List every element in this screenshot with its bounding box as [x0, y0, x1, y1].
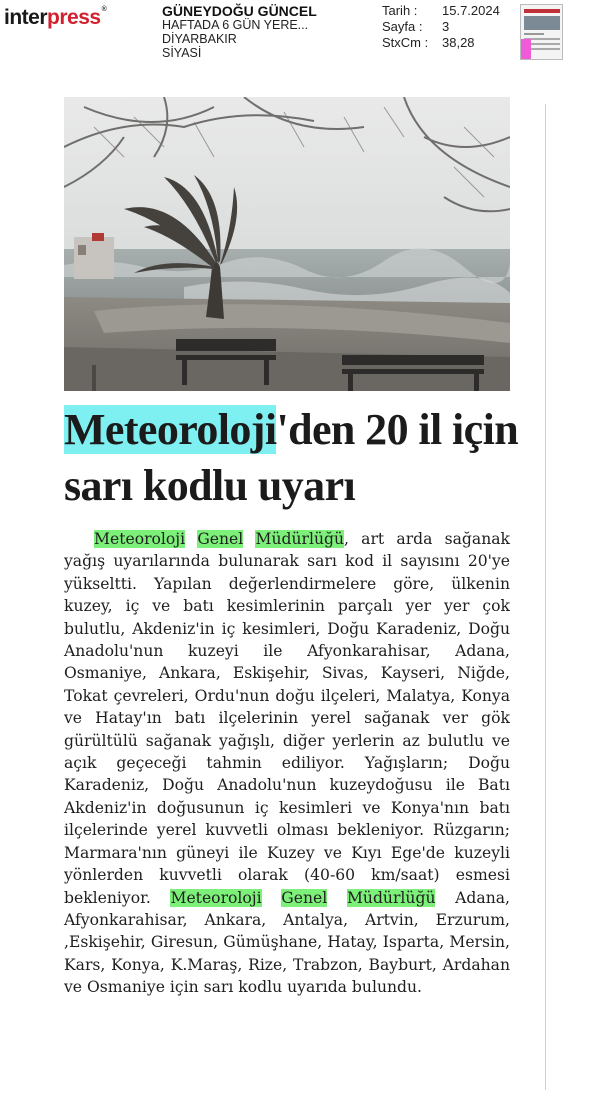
meta-row-date: [382, 3, 500, 19]
page-thumbnail-icon[interactable]: [520, 4, 563, 60]
registered-mark: ®: [101, 6, 107, 13]
meta-label: Sayfa :: [382, 19, 423, 34]
meta-value: 15.7.2024: [442, 3, 500, 18]
logo-part-one: inter: [4, 6, 48, 29]
clipping-meta: [382, 3, 500, 51]
clipping-header: [0, 0, 590, 66]
headline-line1-rest: 'den 20 il için: [276, 405, 519, 454]
publication-section: SİYASİ: [162, 46, 202, 60]
article-paragraph: [64, 528, 510, 999]
storm-palm-tree-photo: [64, 97, 510, 391]
highlight-term: Müdürlüğü: [346, 888, 436, 907]
publication-city: DİYARBAKIR: [162, 32, 237, 46]
logo-part-two: press: [47, 6, 101, 29]
publication-name: GÜNEYDOĞU GÜNCEL: [162, 3, 317, 19]
publication-frequency: HAFTADA 6 GÜN YERE...: [162, 18, 309, 32]
highlight-term: Meteoroloji: [170, 888, 262, 907]
meta-value: 38,28: [442, 35, 475, 50]
highlight-term: Meteoroloji: [94, 530, 186, 548]
headline-line2: sarı kodlu uyarı: [64, 461, 356, 510]
column-divider: [545, 104, 546, 1090]
article-body: [64, 528, 510, 999]
meta-row-page: [382, 19, 500, 35]
body-text-part-2: Adana, Afyonkarahisar, Ankara, Antalya, Artvin, Erzurum, ,Eskişehir, Giresun, Gümüşhane, Hatay, Isparta, Mersin, Kars, Konya, K.Maraş, Rize, Trabzon, Bayburt, Ardahan ve Osmaniye için sarı kodlu uyarıda bulundu.: [64, 888, 510, 997]
highlight-term: Genel: [281, 888, 328, 907]
article-headline: [64, 402, 524, 514]
meta-row-size: [382, 35, 500, 51]
publication-info: [162, 4, 317, 60]
meta-label: Tarih :: [382, 3, 418, 18]
highlight-term: Müdürlüğü: [255, 530, 345, 548]
meta-value: 3: [442, 19, 450, 34]
headline-highlight: Meteoroloji: [64, 405, 277, 454]
agency-logo: [4, 6, 106, 30]
body-text-part-1: , art arda sağanak yağış uyarılarında bulunarak sarı kod il sayısını 20'ye yükseltti. Yapılan değerlendirmelere göre, ülkenin kuzey, iç ve batı kesimlerinin parçalı yer yer çok bulutlu, Akdeniz'in iç kesimleri, Doğu Karadeniz, Doğu Anadolu'nun kuzeyi ile Afyonkarahisar, Adana, Osmaniye, Ankara, Eskişehir, Sivas, Kayseri, Niğde, Tokat çevreleri, Ordu'nun doğu ilçeleri, Malatya, Konya ve Hatay'ın batı ilçelerinin yerel sağanak ver gök gürültülü sağanak yağışlı, diğer yerlerin az bulutlu ve açık geçeceği tahmin ediliyor. Yağışların; Doğu Karadeniz, Doğu Anadolu'nun kuzeydoğusu ile Batı Akdeniz'in doğusunun iç kesimleri ve Konya'nın batı ilçelerinde yerel kuvvetli olması bekleniyor. Rüzgarın; Marmara'nın güneyi ile Kuzey ve Kıyı Ege'de kuzeyli yönlerden kuvvetli olarak (40-60 km/saat) esmesi bekleniyor.: [64, 530, 510, 907]
highlight-term: Genel: [197, 530, 244, 548]
meta-label: StxCm :: [382, 35, 429, 50]
